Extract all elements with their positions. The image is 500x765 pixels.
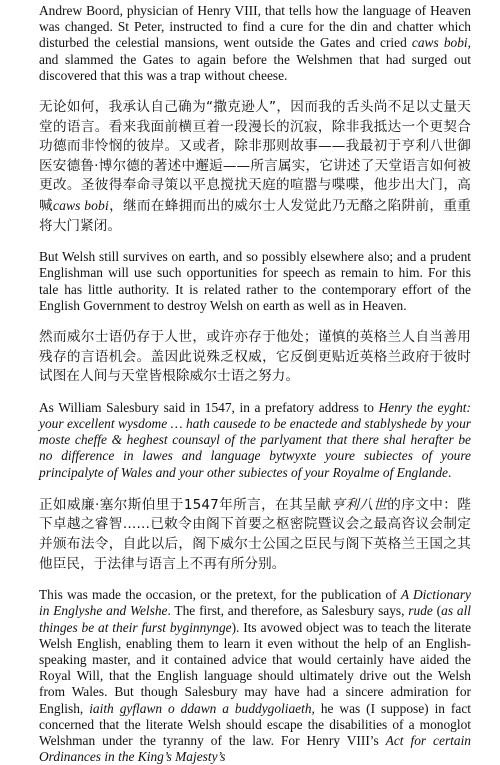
text-run: ，继而在蜂拥而出的威尔士人发觉此乃无酪之陷阱前，重重将大门紧闭。 xyxy=(39,197,471,234)
text-run: 正如威廉·塞尔斯伯里于1547年所言，在其呈献 xyxy=(39,496,332,513)
text-run: and slammed the Gates to again before the Welshmen that had surged out discovered that this was a trap without cheese. xyxy=(39,51,471,83)
text-run: he was (I suppose) in fact concerned that the literate Welsh should escape the disabilities of a monoglot Welshman under the tyranny of the law. For Henry VIII’s xyxy=(39,700,471,748)
text-run: 无论如何，我承认自己确为“撒克逊人”，因而我的舌头尚不足以丈量天堂的语言。看来我面前横亘着一段漫长的沉寂，除非我抵达一个更契合功德而非怜悯的彼岸。又或者，除非那则故事——我最初于亨利八世御医安德鲁·博尔德的著述中邂逅——所言属实，它讲述了天堂语言如何被更改。圣彼得奉命寻策以平息搅扰天庭的喧嚣与喋喋，他步出大门，高喊 xyxy=(39,99,471,214)
text-run: ( xyxy=(432,603,442,619)
text-run: . The first, and therefore, as Salesbury says, xyxy=(167,603,409,619)
paragraph-en-salesbury-1547 xyxy=(39,400,471,481)
paragraph-en-dictionary xyxy=(39,587,471,765)
italic-text-run: Act for certain Ordinances in the King’s Majesty’s xyxy=(39,732,471,765)
document-page xyxy=(39,0,471,765)
paragraph-en-welsh-survives xyxy=(39,249,471,314)
italic-text-run: as all thinges be at their furst byginnynge xyxy=(39,603,472,635)
text-run: But Welsh still survives on earth, and so possibly elsewhere also; and a prudent Englishman will use such opportunities for speech as remain to him. For this tale has little authority. It is related rather to the contemporary effort of the English Government to destroy Welsh on earth as well as in Heaven. xyxy=(39,249,471,313)
text-run: 的序文中：陛下卓越之睿智……已敕令由阁下首要之枢密院暨议会之最高咨议会制定并颁布法令，自此以后，阁下威尔士公国之臣民与阁下英格兰王国之其他臣民，于法律与语言上不再有所分别。 xyxy=(39,496,472,572)
italic-text-run: A Dictionary in Englyshe and Welshe xyxy=(39,587,471,619)
text-run: ). Its avowed object was to teach the literate Welsh English, enabling them to learn it even without the help of an English-speaking master, and it contained advice that would certainly have aided the Royal Will, that the English language should ultimately drive out the Welsh from Wales. But though Salesbury may have had a sincere admiration for English, xyxy=(39,619,472,716)
text-run: . xyxy=(447,464,452,480)
paragraph-zh-salesbury-1547 xyxy=(39,495,471,574)
text-run: As William Salesbury said in 1547, in a prefatory address to xyxy=(39,399,379,415)
paragraph-zh-welsh-survives xyxy=(39,328,471,387)
text-run: Andrew Boord, physician of Henry VIII, that tells how the language of Heaven was changed. St Peter, instructed to find a cure for the din and chatter which disturbed the celestial mansions, went outside the Gates and cried xyxy=(39,3,471,51)
italic-text-run: caws bobi, xyxy=(411,35,471,51)
italic-text-run: caws bobi xyxy=(52,197,109,213)
text-run: This was made the occasion, or the pretext, for the publication of xyxy=(39,587,401,603)
paragraph-en-boord-tale xyxy=(39,3,471,84)
paragraph-zh-boord-tale xyxy=(39,98,471,236)
text-run: 然而威尔士语仍存于人世，或许亦存于他处；谨慎的英格兰人自当善用残存的言语机会。盖因此说殊乏权威，它反倒更贴近英格兰政府于彼时试图在人间与天堂皆根除威尔士语之努力。 xyxy=(39,328,471,385)
italic-text-run: rude xyxy=(408,603,433,619)
italic-text-run: 亨利八世 xyxy=(331,496,388,512)
italic-text-run: Henry the eyght: your excellent wysdome … hath causede to be enactede and stablyshede by your moste cheffe & heghest counsayl of the parlyament that there shal herafter be no difference in lawes and language bytwyxte youre subiectes of youre principalyte of Wales and your other subiectes of your Royalme of Englande xyxy=(39,399,471,480)
italic-text-run: iaith gyflawn o ddawn a buddygoliaeth, xyxy=(89,700,315,716)
